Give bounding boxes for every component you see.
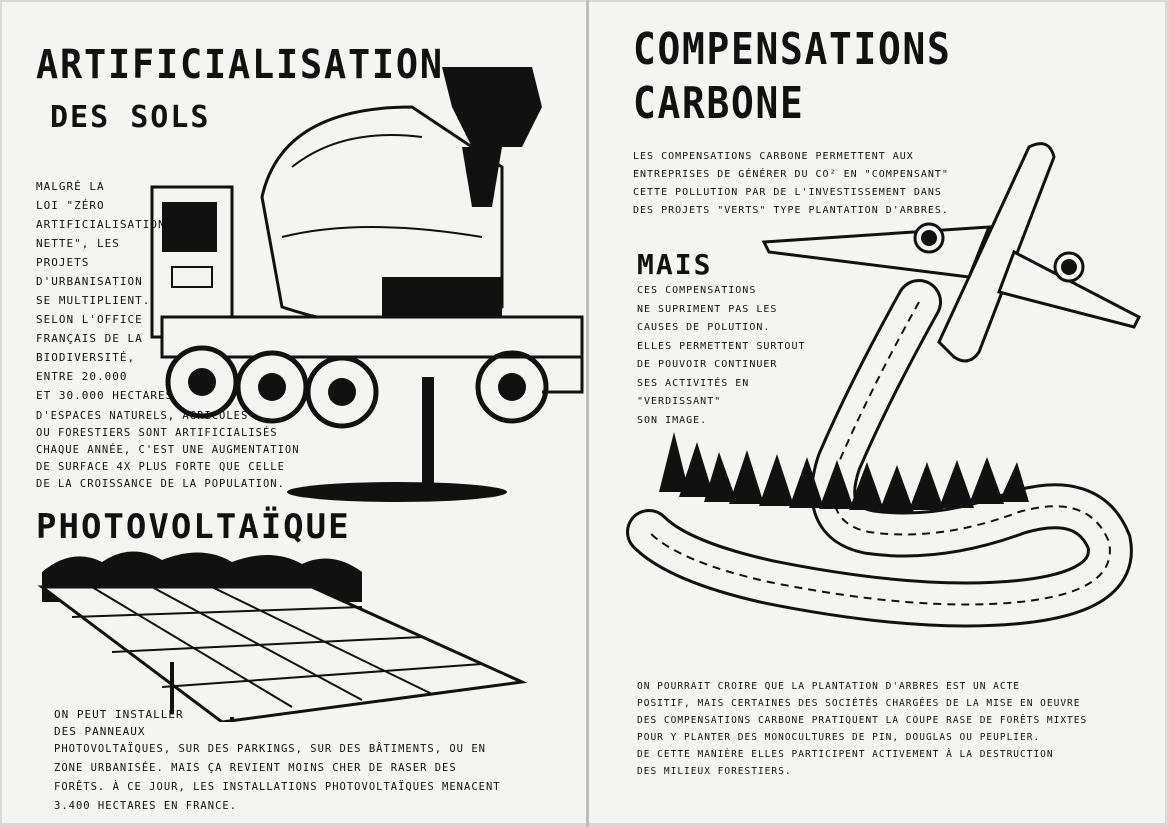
carbone-title: CARBONE [633,78,805,129]
plantation-paragraph: ON POURRAIT CROIRE QUE LA PLANTATION D'ARBRES EST UN ACTE POSITIF, MAIS CERTAINES DES SOCIÉTÉS CHARGÉES DE LA MISE EN OEUVRE DES COMPENSATIONS CARBONE PRATIQUENT LA COUPE RASE DE FORÊTS MIXTES POUR Y PLANTER DES MONOCULTURES DE PIN, DOUGLAS OU PEUPLIER. DE CETTE MANIÈRE ELLES PARTICIPENT ACTIVEMENT À LA DESTRUCTION DES MILIEUX FORESTIERS. [637,681,1088,777]
mais-title: MAIS [637,248,713,281]
artificialisation-paragraph-b: D'ESPACES NATURELS, AGRICOLES OU FORESTIERS SONT ARTIFICIALISÉS CHAQUE ANNÉE, C'EST UNE AUGMENTATION DE SURFACE 4X PLUS FORTE QUE CELLE DE LA CROISSANCE DE LA POPULATION. [36,410,300,490]
des-sols-subtitle: DES SOLS [50,100,211,135]
compensations-title: COMPENSATIONS [633,24,952,75]
mais-paragraph: CES COMPENSATIONS NE SUPRIMENT PAS LES CAUSES DE POLUTION. ELLES PERMETTENT SURTOUT DE POUVOIR CONTINUER SES ACTIVITÉS EN "VERDISSANT" SON IMAGE. [637,285,806,426]
photovoltaique-title: PHOTOVOLTAÏQUE [36,507,351,547]
artificialisation-paragraph-a: MALGRÉ LA LOI "ZÉRO ARTIFICIALISATION NETTE", LES PROJETS D'URBANISATION SE MULTIPLIENT. SELON L'OFFICE FRANÇAIS DE LA BIODIVERSITÉ, ENTRE 20.000 ET 30.000 HECTARES [36,180,174,402]
compensations-paragraph: LES COMPENSATIONS CARBONE PERMETTENT AUX ENTREPRISES DE GÉNÉRER DU CO² EN "COMPENSANT" CETTE POLLUTION PAR DE L'INVESTISSEMENT DANS DES PROJETS "VERTS" TYPE PLANTATION D'ARBRES. [633,151,949,216]
photovoltaique-paragraph-a: ON PEUT INSTALLER DES PANNEAUX [54,708,184,738]
solar-panels-illustration [32,542,532,722]
artificialisation-title: ARTIFICIALISATION [36,42,444,88]
airplane-forest-illustration [619,132,1159,632]
photovoltaique-paragraph-b: PHOTOVOLTAÏQUES, SUR DES PARKINGS, SUR DES BÂTIMENTS, OU EN ZONE URBANISÉE. MAIS ÇA REVIENT MOINS CHER DE RASER DES FORÊTS. À CE JOUR, LES INSTALLATIONS PHOTOVOLTAÏQUES MENACENT 3.400 HECTARES EN FRANCE. [54,743,501,812]
left-page [2,2,586,823]
right-page [589,2,1165,823]
